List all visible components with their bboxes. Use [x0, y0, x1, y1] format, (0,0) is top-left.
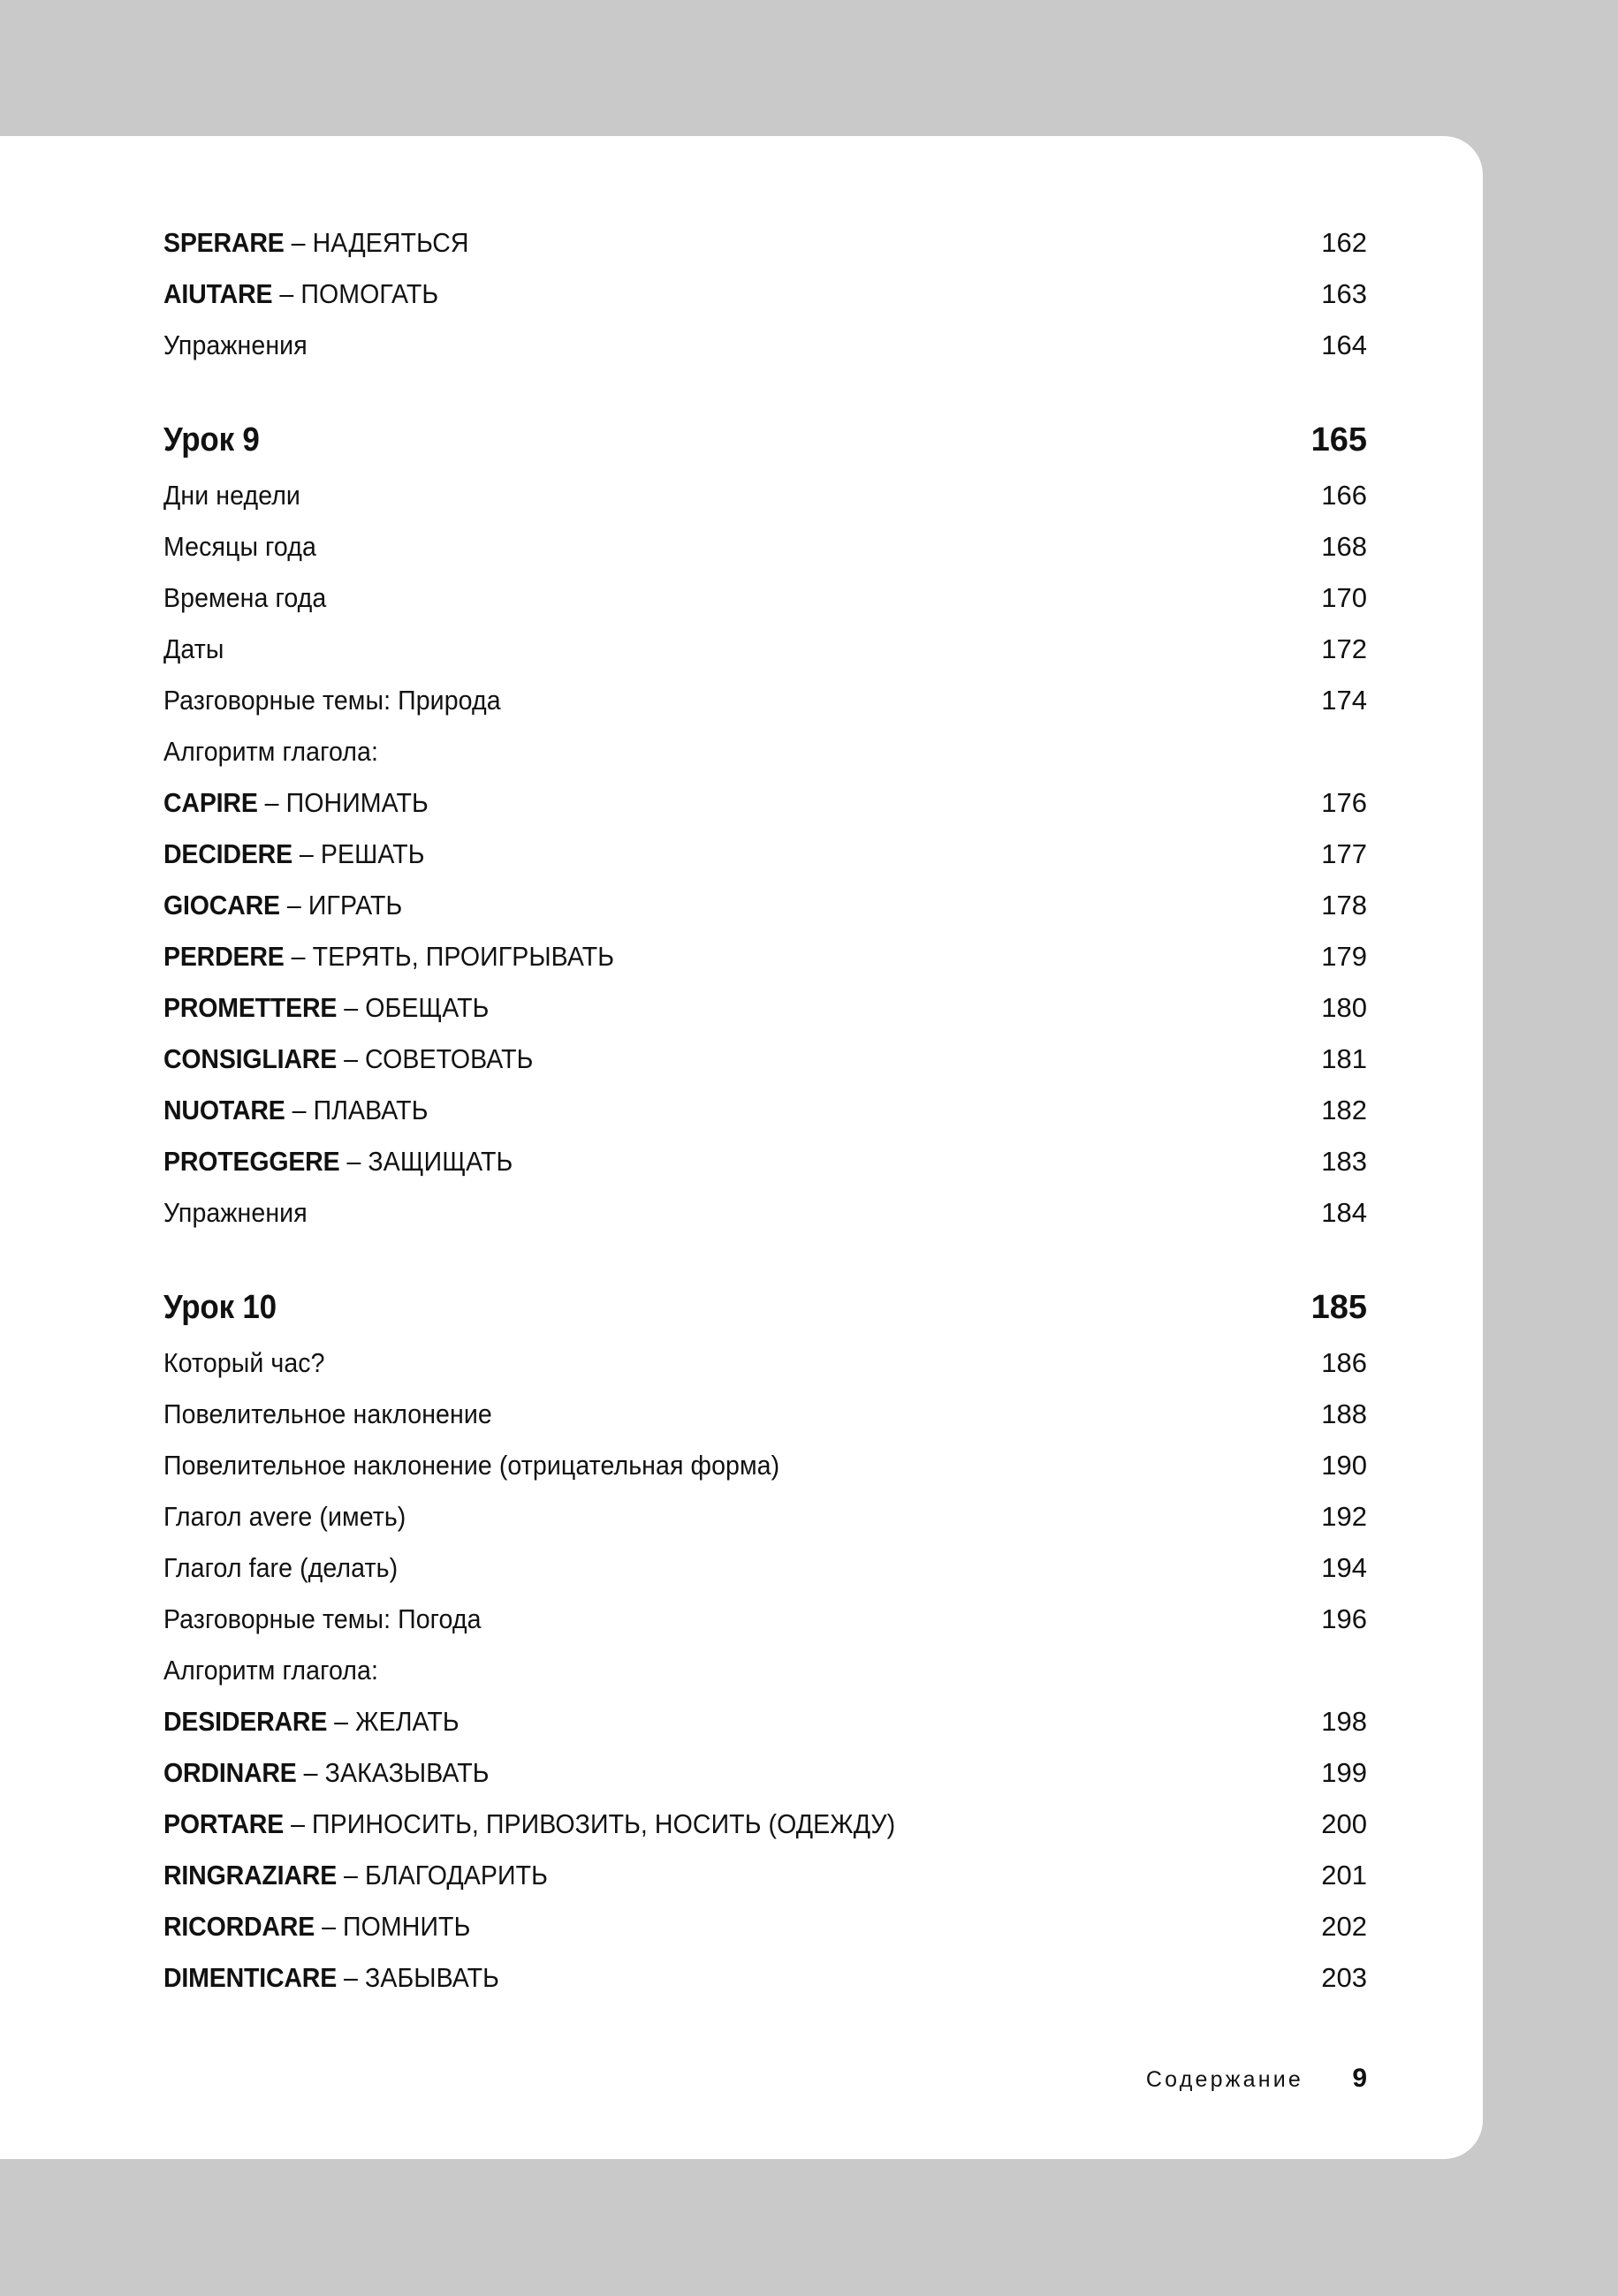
page-sheet: [0, 136, 1483, 2159]
toc-verb-entry: [163, 1810, 1196, 1838]
toc-entry-title: Разговорные темы: Погода: [163, 1603, 482, 1634]
verb-translation: ЗАБЫВАТЬ: [365, 1962, 499, 1993]
toc-verb-entry: [163, 229, 1196, 256]
toc-entry-row[interactable]: [163, 584, 1367, 635]
verb-translation: РЕШАТЬ: [320, 838, 425, 869]
verb-dash: –: [322, 1911, 337, 1942]
verb-dash: –: [292, 1095, 307, 1125]
toc-entry-row[interactable]: [163, 533, 1367, 584]
toc-entry-title: Месяцы года: [163, 531, 316, 562]
verb-infinitive: CONSIGLIARE: [163, 1043, 338, 1074]
toc-entry-title: Дни недели: [163, 480, 300, 511]
toc-page-number: 162: [1321, 227, 1367, 258]
verb-dash: –: [291, 1808, 306, 1839]
toc-page-number: 183: [1321, 1146, 1367, 1177]
toc-page-number: 192: [1321, 1501, 1367, 1532]
toc-entry-row[interactable]: [163, 1554, 1367, 1605]
toc-page-number: 168: [1321, 531, 1367, 562]
toc-page-number: 163: [1321, 278, 1367, 309]
toc-entry-row[interactable]: [163, 481, 1367, 533]
toc-verb-entry: [163, 840, 1196, 868]
toc-page-number: 166: [1321, 480, 1367, 511]
verb-translation: ЖЕЛАТЬ: [355, 1706, 460, 1737]
verb-translation: ПОМНИТЬ: [343, 1911, 471, 1942]
toc-entry-row[interactable]: [163, 1199, 1367, 1250]
toc-page-number: 185: [1310, 1289, 1367, 1326]
toc-page-number: 188: [1321, 1398, 1367, 1429]
verb-translation: ИГРАТЬ: [308, 890, 403, 921]
toc-entry-row[interactable]: [163, 1913, 1367, 1964]
toc-entry-row[interactable]: [163, 1349, 1367, 1400]
toc-verb-entry: [163, 1861, 1196, 1889]
lesson-title: Урок 9: [163, 421, 260, 458]
verb-translation: НАДЕЯТЬСЯ: [312, 227, 469, 258]
toc-entry-row[interactable]: [163, 738, 1367, 789]
verb-dash: –: [299, 838, 314, 869]
verb-dash: –: [286, 890, 301, 921]
toc-entry-row[interactable]: [163, 280, 1367, 331]
toc-entry-row[interactable]: [163, 891, 1367, 943]
toc-entry-row[interactable]: [163, 229, 1367, 280]
toc-page-number: 180: [1321, 992, 1367, 1023]
toc-lesson-row[interactable]: [163, 423, 1367, 481]
toc-page-number: 194: [1321, 1552, 1367, 1583]
verb-infinitive: PORTARE: [163, 1808, 285, 1839]
toc-entry-title: Алгоритм глагола:: [163, 736, 378, 767]
verb-translation: СОВЕТОВАТЬ: [365, 1043, 534, 1074]
toc-entry-title: Глагол avere (иметь): [163, 1501, 406, 1532]
toc-page-number: 201: [1321, 1860, 1367, 1891]
verb-infinitive: NUOTARE: [163, 1095, 285, 1125]
toc-page-number: 165: [1310, 421, 1367, 458]
toc-page-number: 177: [1321, 838, 1367, 869]
toc-entry-row[interactable]: [163, 635, 1367, 686]
verb-infinitive: DIMENTICARE: [163, 1962, 338, 1993]
toc-page-number: 170: [1321, 582, 1367, 613]
toc-entry-row[interactable]: [163, 1656, 1367, 1708]
toc-entry-row[interactable]: [163, 1503, 1367, 1554]
verb-dash: –: [291, 227, 306, 258]
toc-entry-row[interactable]: [163, 1759, 1367, 1810]
verb-infinitive: GIOCARE: [163, 890, 280, 921]
toc-verb-entry: [163, 994, 1196, 1021]
toc-entry-row[interactable]: [163, 943, 1367, 994]
toc-verb-entry: [163, 1964, 1196, 1991]
toc-page-number: 190: [1321, 1450, 1367, 1481]
verb-dash: –: [264, 787, 279, 818]
toc-entry-title: Повелительное наклонение: [163, 1398, 492, 1429]
toc-entry-title: Повелительное наклонение (отрицательная форма): [163, 1450, 780, 1481]
verb-translation: ПРИНОСИТЬ, ПРИВОЗИТЬ, НОСИТЬ (ОДЕЖДУ): [312, 1808, 896, 1839]
toc-verb-entry: [163, 891, 1196, 919]
table-of-contents: [163, 229, 1367, 2015]
toc-entry-row[interactable]: [163, 1045, 1367, 1096]
toc-entry-title: Который час?: [163, 1347, 325, 1378]
verb-infinitive: DESIDERARE: [163, 1706, 328, 1737]
verb-infinitive: AIUTARE: [163, 278, 273, 309]
toc-page-number: 181: [1321, 1043, 1367, 1074]
verb-translation: БЛАГОДАРИТЬ: [365, 1860, 548, 1891]
verb-infinitive: RINGRAZIARE: [163, 1860, 338, 1891]
toc-entry-title: Упражнения: [163, 1197, 308, 1228]
verb-infinitive: RICORDARE: [163, 1911, 315, 1942]
toc-verb-entry: [163, 1913, 1196, 1940]
toc-verb-entry: [163, 1096, 1196, 1124]
toc-verb-entry: [163, 1045, 1196, 1072]
verb-dash: –: [334, 1706, 349, 1737]
verb-dash: –: [344, 1043, 359, 1074]
verb-translation: ПЛАВАТЬ: [313, 1095, 429, 1125]
toc-entry-title: Времена года: [163, 582, 327, 613]
toc-page-number: 196: [1321, 1603, 1367, 1634]
verb-dash: –: [291, 941, 306, 972]
verb-infinitive: SPERARE: [163, 227, 285, 258]
toc-page-number: 182: [1321, 1095, 1367, 1125]
verb-translation: ЗАКАЗЫВАТЬ: [324, 1757, 490, 1788]
toc-verb-entry: [163, 1759, 1196, 1786]
toc-page-number: 186: [1321, 1347, 1367, 1378]
toc-entry-row[interactable]: [163, 1708, 1367, 1759]
verb-infinitive: ORDINARE: [163, 1757, 297, 1788]
toc-page-number: 199: [1321, 1757, 1367, 1788]
toc-page-number: 172: [1321, 633, 1367, 664]
toc-entry-row[interactable]: [163, 1964, 1367, 2015]
verb-translation: ОБЕЩАТЬ: [365, 992, 490, 1023]
verb-translation: ТЕРЯТЬ, ПРОИГРЫВАТЬ: [312, 941, 615, 972]
toc-page-number: 198: [1321, 1706, 1367, 1737]
toc-verb-entry: [163, 1148, 1196, 1175]
toc-entry-row[interactable]: [163, 1605, 1367, 1656]
toc-entry-title: Даты: [163, 633, 224, 664]
toc-entry-row[interactable]: [163, 994, 1367, 1045]
verb-dash: –: [344, 1860, 359, 1891]
verb-dash: –: [344, 992, 359, 1023]
toc-entry-title: Глагол fare (делать): [163, 1552, 399, 1583]
verb-dash: –: [344, 1962, 359, 1993]
toc-page-number: 178: [1321, 890, 1367, 921]
verb-dash: –: [279, 278, 294, 309]
toc-lesson-row[interactable]: [163, 1291, 1367, 1349]
toc-page-number: 174: [1321, 685, 1367, 716]
toc-page-number: 179: [1321, 941, 1367, 972]
toc-entry-row[interactable]: [163, 789, 1367, 840]
toc-entry-title: Упражнения: [163, 330, 308, 360]
verb-dash: –: [303, 1757, 318, 1788]
toc-entry-row[interactable]: [163, 1861, 1367, 1913]
toc-entry-row[interactable]: [163, 686, 1367, 738]
toc-page-number: 203: [1321, 1962, 1367, 1993]
toc-verb-entry: [163, 943, 1196, 970]
toc-page-number: 184: [1321, 1197, 1367, 1228]
toc-entry-row[interactable]: [163, 1400, 1367, 1451]
toc-page-number: 176: [1321, 787, 1367, 818]
verb-translation: ПОМОГАТЬ: [300, 278, 439, 309]
verb-infinitive: PERDERE: [163, 941, 285, 972]
toc-entry-row[interactable]: [163, 1148, 1367, 1199]
lesson-title: Урок 10: [163, 1289, 277, 1326]
footer-section-label: Содержание: [1145, 2067, 1303, 2092]
page-footer: [163, 2064, 1367, 2094]
toc-entry-title: Алгоритм глагола:: [163, 1655, 378, 1686]
toc-verb-entry: [163, 280, 1196, 307]
toc-entry-row[interactable]: [163, 1810, 1367, 1861]
footer-page-number: 9: [1352, 2064, 1367, 2093]
toc-entry-title: Разговорные темы: Природа: [163, 685, 501, 716]
toc-verb-entry: [163, 1708, 1196, 1735]
toc-page-number: 200: [1321, 1808, 1367, 1839]
verb-translation: ПОНИМАТЬ: [285, 787, 429, 818]
verb-infinitive: PROMETTERE: [163, 992, 338, 1023]
toc-entry-row[interactable]: [163, 1096, 1367, 1148]
toc-page-number: 202: [1321, 1911, 1367, 1942]
verb-translation: ЗАЩИЩАТЬ: [368, 1146, 513, 1177]
toc-entry-row[interactable]: [163, 331, 1367, 383]
toc-page-number: 164: [1321, 330, 1367, 360]
toc-entry-row[interactable]: [163, 1451, 1367, 1503]
verb-infinitive: DECIDERE: [163, 838, 292, 869]
toc-verb-entry: [163, 789, 1196, 816]
verb-infinitive: CAPIRE: [163, 787, 258, 818]
verb-dash: –: [346, 1146, 361, 1177]
verb-infinitive: PROTEGGERE: [163, 1146, 340, 1177]
toc-entry-row[interactable]: [163, 840, 1367, 891]
